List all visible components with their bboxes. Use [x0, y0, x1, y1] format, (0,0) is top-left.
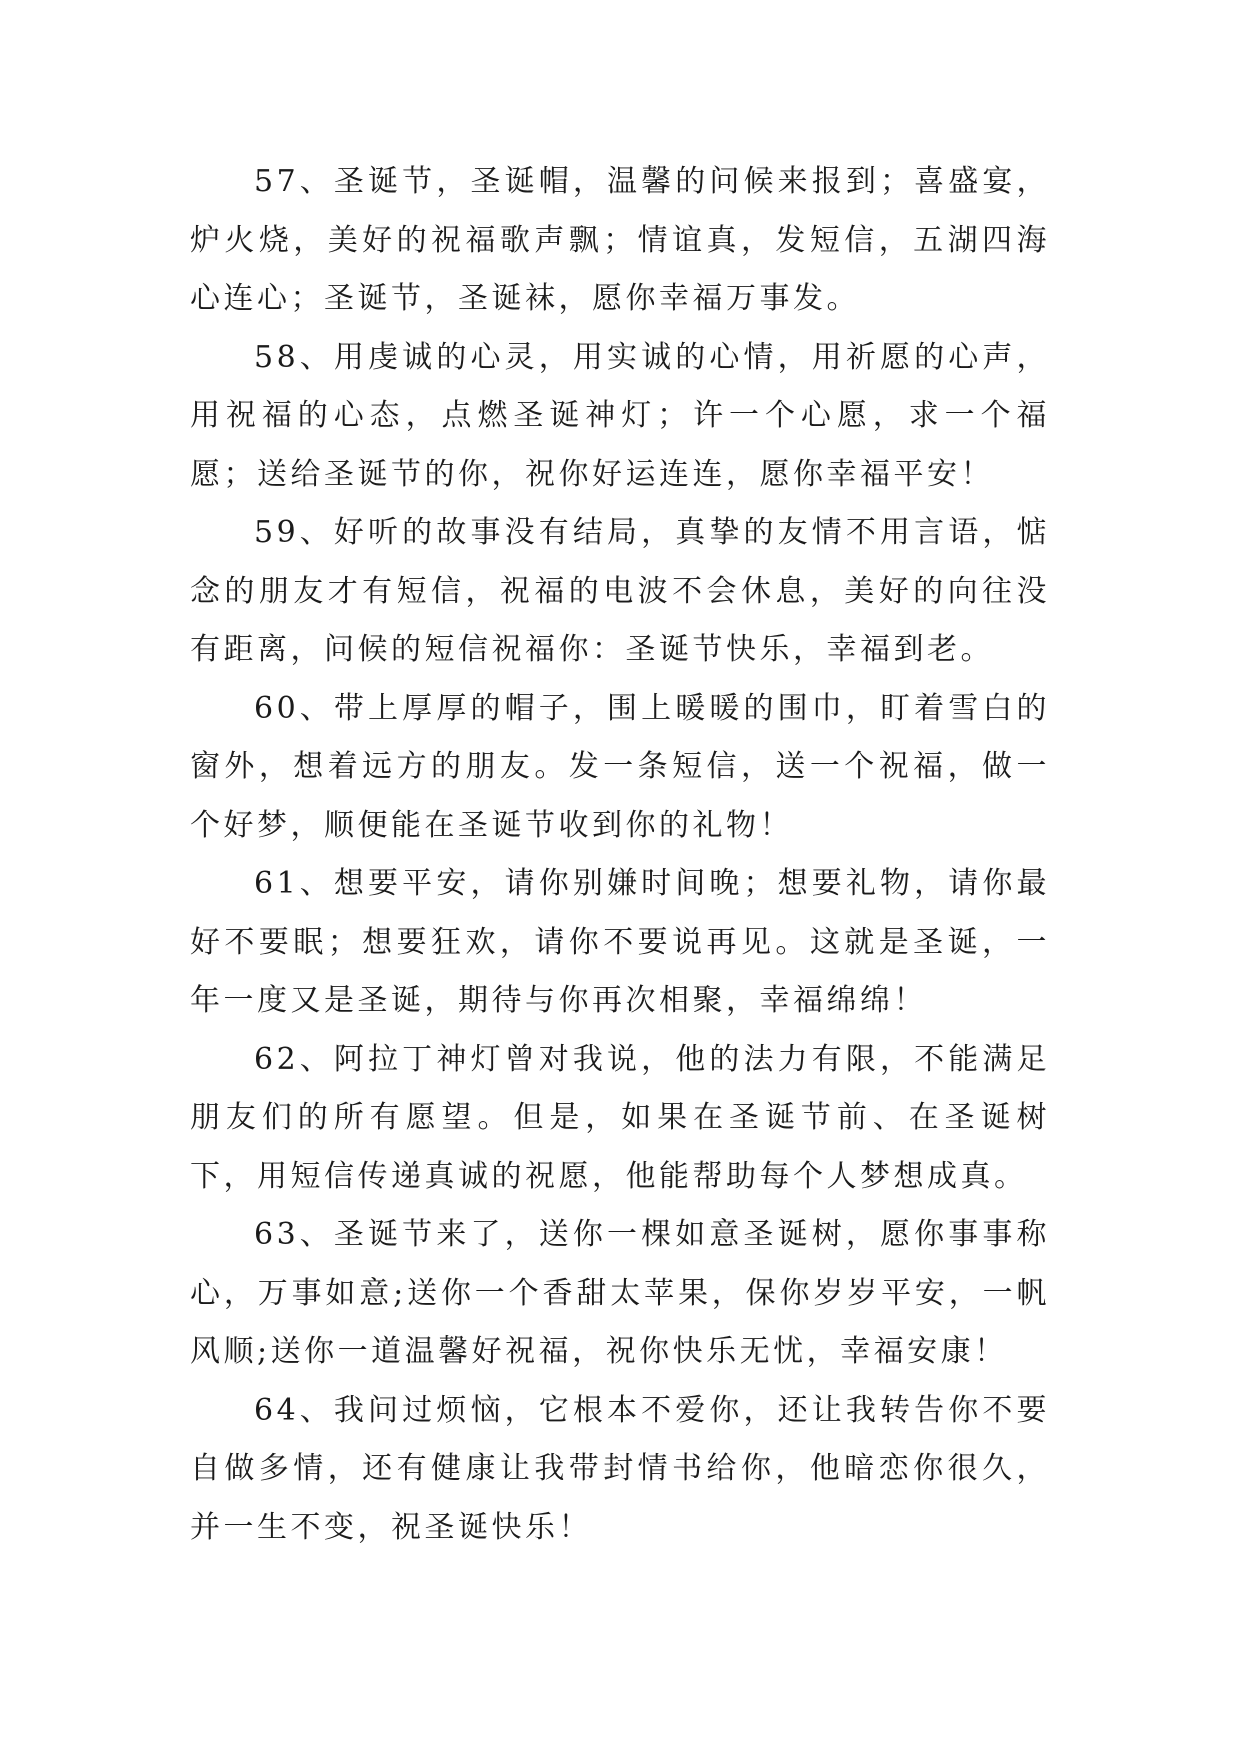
document-body — [190, 153, 1050, 1557]
paragraph-59: 59、好听的故事没有结局，真挚的友情不用言语，惦念的朋友才有短信，祝福的电波不会休息，美好的向往没有距离，问候的短信祝福你：圣诞节快乐，幸福到老。 — [190, 515, 1050, 667]
paragraph-58: 58、用虔诚的心灵，用实诚的心情，用祈愿的心声，用祝福的心态，点燃圣诞神灯；许一个心愿，求一个福愿；送给圣诞节的你，祝你好运连连，愿你幸福平安！ — [190, 339, 1050, 492]
paragraph-63: 63、圣诞节来了，送你一棵如意圣诞树，愿你事事称心，万事如意;送你一个香甜太苹果，保你岁岁平安，一帆风顺;送你一道温馨好祝福，祝你快乐无忧，幸福安康！ — [190, 1217, 1050, 1369]
paragraph-61: 61、想要平安，请你别嫌时间晚；想要礼物，请你最好不要眠；想要狂欢，请你不要说再见。这就是圣诞，一年一度又是圣诞，期待与你再次相聚，幸福绵绵！ — [190, 866, 1050, 1018]
paragraph-62: 62、阿拉丁神灯曾对我说，他的法力有限，不能满足朋友们的所有愿望。但是，如果在圣诞节前、在圣诞树下，用短信传递真诚的祝愿，他能帮助每个人梦想成真。 — [190, 1041, 1050, 1194]
paragraph-60: 60、带上厚厚的帽子，围上暖暖的围巾，盯着雪白的窗外，想着远方的朋友。发一条短信，送一个祝福，做一个好梦，顺便能在圣诞节收到你的礼物！ — [190, 690, 1050, 843]
paragraph-57: 57、圣诞节，圣诞帽，温馨的问候来报到；喜盛宴，炉火烧，美好的祝福歌声飘；情谊真，发短信，五湖四海心连心；圣诞节，圣诞袜，愿你幸福万事发。 — [190, 164, 1050, 316]
paragraph-64: 64、我问过烦恼，它根本不爱你，还让我转告你不要自做多情，还有健康让我带封情书给你，他暗恋你很久，并一生不变，祝圣诞快乐！ — [190, 1392, 1050, 1545]
